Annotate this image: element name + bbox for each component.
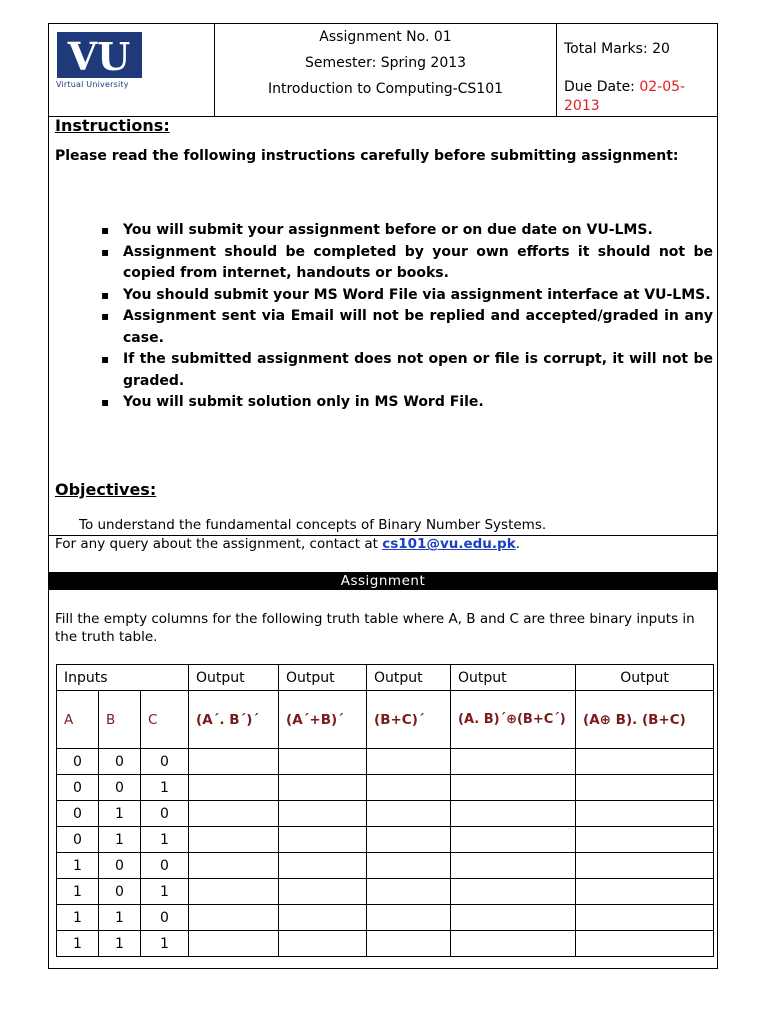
empty-output-cell[interactable] <box>576 775 714 801</box>
instructions-title: Instructions: <box>55 116 170 135</box>
logo-cell <box>49 24 215 116</box>
output-header: Output <box>576 665 714 691</box>
empty-output-cell[interactable] <box>451 775 576 801</box>
inputs-header: Inputs <box>57 665 189 691</box>
cell-c: 1 <box>141 879 189 905</box>
empty-output-cell[interactable] <box>576 931 714 957</box>
title-cell <box>215 24 557 116</box>
table-row <box>57 749 714 775</box>
table-column-header-row <box>57 691 714 749</box>
objectives-title: Objectives: <box>55 480 157 499</box>
table-row <box>57 775 714 801</box>
empty-output-cell[interactable] <box>279 931 367 957</box>
assignment-banner: Assignment <box>49 572 717 590</box>
empty-output-cell[interactable] <box>189 775 279 801</box>
empty-output-cell[interactable] <box>367 879 451 905</box>
marks-cell <box>557 24 717 116</box>
table-row <box>57 879 714 905</box>
table-group-header-row <box>57 665 714 691</box>
empty-output-cell[interactable] <box>279 801 367 827</box>
total-marks: Total Marks: 20 <box>564 41 670 57</box>
empty-output-cell[interactable] <box>451 801 576 827</box>
semester: Semester: Spring 2013 <box>304 55 467 71</box>
list-item: ▪ You should submit your MS Word File via assignment interface at VU-LMS. <box>101 285 713 307</box>
cell-a: 0 <box>57 749 99 775</box>
empty-output-cell[interactable] <box>367 749 451 775</box>
empty-output-cell[interactable] <box>279 905 367 931</box>
assignment-number: Assignment No. 01 <box>319 29 452 45</box>
table-row <box>57 827 714 853</box>
empty-output-cell[interactable] <box>279 853 367 879</box>
query-suffix: . <box>515 536 520 552</box>
empty-output-cell[interactable] <box>189 801 279 827</box>
instructions-intro: Please read the following instructions carefully before submitting assignment: <box>55 148 679 164</box>
cell-c: 0 <box>141 749 189 775</box>
empty-output-cell[interactable] <box>576 905 714 931</box>
due-date-value: 02-05-2013 <box>564 79 686 114</box>
list-item: ▪ You will submit solution only in MS Word File. <box>101 392 713 414</box>
cell-c: 0 <box>141 853 189 879</box>
cell-a: 0 <box>57 775 99 801</box>
due-date-label: Due Date: <box>564 79 635 95</box>
cell-b: 0 <box>99 775 141 801</box>
empty-output-cell[interactable] <box>367 775 451 801</box>
empty-output-cell[interactable] <box>576 827 714 853</box>
output-header: Output <box>189 665 279 691</box>
empty-output-cell[interactable] <box>367 801 451 827</box>
table-row <box>57 905 714 931</box>
empty-output-cell[interactable] <box>367 853 451 879</box>
due-date-block <box>564 78 714 116</box>
output-header: Output <box>279 665 367 691</box>
empty-output-cell[interactable] <box>451 879 576 905</box>
logo-text: VU <box>67 34 131 79</box>
logo-subtitle: Virtual University <box>56 80 129 89</box>
cell-a: 1 <box>57 905 99 931</box>
cell-c: 0 <box>141 801 189 827</box>
cell-a: 1 <box>57 931 99 957</box>
empty-output-cell[interactable] <box>367 931 451 957</box>
list-item: ▪ Assignment sent via Email will not be replied and accepted/graded in any case. <box>101 306 713 349</box>
cell-b: 1 <box>99 801 141 827</box>
column-header-expr-5: (A⊕ B). (B+C) <box>576 691 714 749</box>
query-text: For any query about the assignment, contact at <box>55 536 378 552</box>
output-header: Output <box>367 665 451 691</box>
empty-output-cell[interactable] <box>451 931 576 957</box>
table-row <box>57 853 714 879</box>
assignment-description: Fill the empty columns for the following truth table where A, B and C are three binary inputs in the truth table. <box>55 611 695 645</box>
column-header-c: C <box>141 691 189 749</box>
column-header-a: A <box>57 691 99 749</box>
cell-a: 0 <box>57 827 99 853</box>
column-header-b: B <box>99 691 141 749</box>
empty-output-cell[interactable] <box>189 749 279 775</box>
empty-output-cell[interactable] <box>189 879 279 905</box>
list-item: ▪ If the submitted assignment does not open or file is corrupt, it will not be graded. <box>101 349 713 392</box>
cell-b: 1 <box>99 931 141 957</box>
cell-c: 1 <box>141 931 189 957</box>
objectives-text: To understand the fundamental concepts of Binary Number Systems. <box>79 517 547 533</box>
cell-b: 0 <box>99 749 141 775</box>
empty-output-cell[interactable] <box>576 853 714 879</box>
empty-output-cell[interactable] <box>189 827 279 853</box>
empty-output-cell[interactable] <box>576 749 714 775</box>
cell-b: 0 <box>99 853 141 879</box>
empty-output-cell[interactable] <box>576 801 714 827</box>
empty-output-cell[interactable] <box>451 827 576 853</box>
cell-c: 1 <box>141 775 189 801</box>
document-header <box>49 24 717 116</box>
empty-output-cell[interactable] <box>367 827 451 853</box>
empty-output-cell[interactable] <box>189 905 279 931</box>
query-line <box>55 536 520 552</box>
instructions-list <box>101 220 713 414</box>
table-row <box>57 931 714 957</box>
cell-a: 1 <box>57 879 99 905</box>
empty-output-cell[interactable] <box>367 905 451 931</box>
empty-output-cell[interactable] <box>451 749 576 775</box>
column-header-expr-4: (A. B)´⊕(B+C´) <box>451 691 576 749</box>
list-item: ▪ You will submit your assignment before or on due date on VU-LMS. <box>101 220 713 242</box>
empty-output-cell[interactable] <box>279 775 367 801</box>
empty-output-cell[interactable] <box>576 879 714 905</box>
cell-a: 1 <box>57 853 99 879</box>
cell-b: 0 <box>99 879 141 905</box>
output-header: Output <box>451 665 576 691</box>
column-header-expr-3: (B+C)´ <box>367 691 451 749</box>
list-item: ▪ Assignment should be completed by your own efforts it should not be copied from internet, handouts or books. <box>101 242 713 285</box>
truth-table <box>56 664 714 957</box>
empty-output-cell[interactable] <box>279 827 367 853</box>
empty-output-cell[interactable] <box>451 905 576 931</box>
cell-a: 0 <box>57 801 99 827</box>
column-header-expr-2: (A´+B)´ <box>279 691 367 749</box>
column-header-expr-1: (A´. B´)´ <box>189 691 279 749</box>
cell-b: 1 <box>99 905 141 931</box>
cell-c: 1 <box>141 827 189 853</box>
empty-output-cell[interactable] <box>451 853 576 879</box>
empty-output-cell[interactable] <box>279 879 367 905</box>
course-title: Introduction to Computing-CS101 <box>267 81 504 97</box>
empty-output-cell[interactable] <box>279 749 367 775</box>
empty-output-cell[interactable] <box>189 853 279 879</box>
cell-c: 0 <box>141 905 189 931</box>
table-row <box>57 801 714 827</box>
cell-b: 1 <box>99 827 141 853</box>
empty-output-cell[interactable] <box>189 931 279 957</box>
assignment-page <box>48 23 718 969</box>
contact-email-link[interactable]: cs101@vu.edu.pk <box>382 536 516 552</box>
